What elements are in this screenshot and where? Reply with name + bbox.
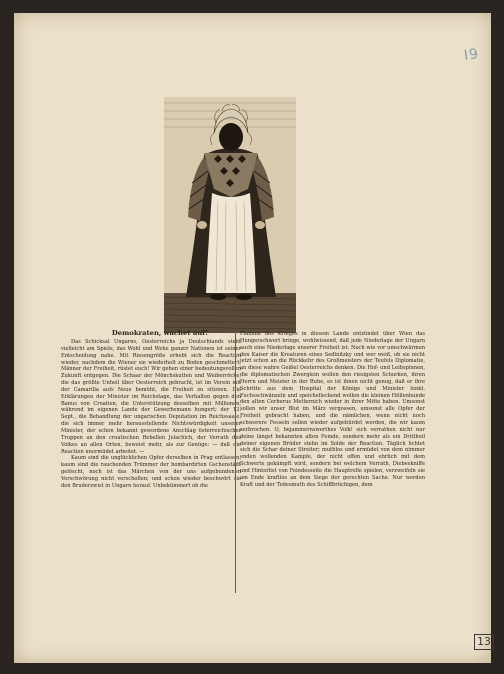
archive-pencil-mark: I9 [462,46,481,64]
article-title: Demokraten, wachet auf! [111,329,209,337]
article-paragraph: Kaum sind die unglücklichen Opfer derselben in Prag entlassen, kaum sind die rauchenden Trümmer der bombardirten Gschenstädt gelöscht, noch ist das Märchen von der uns aufgebundenen Verschwörung nicht verschollen; und schon wieder beschwört sie den Bruderzwist in Ungarn herauf. Unbekümmert ob die [61,455,241,489]
woman-engraving-illustration [164,97,296,333]
page-number-stamp: 13 [474,634,494,650]
article-paragraph: Flamme des Krieges in diesem Lande entzündet über Wien das Hungerschwert bringe, wohlwissend, daß jede Niederlage der Ungarn auch eine Niederlage unserer Freiheit ist. Noch wie vor umschwärmen den Kaiser die Kreaturen eines Sedlnitzky und wer weiß, ob sie nicht jetzt schon an die Rückkehr des Großmeisters der Teufels Diplomatie, an diese wahre Geißel Oesterreichs denken. Die Hof- und Leibspinnen, die diplomatischen Zwerglein wollen den riesigsten Schurken, ihren Herrn und Meister in der Ruhe, es ist ihnen nicht genug, daß er ihre Schritte aus dem Hospital der Könige und Minister lenkt. Fuchsschwänzeln und speichelleckend wollen die kleinen Höllenhunde den alten Cerberus Metternich wieder in ihrer Mitte haben. Umsonst sollen wir unser Blut im März vergossen, umsonst alle Opfer der Freiheit gebracht haben, und die nämlichen, wenn nicht noch schwerere Fesseln sollen wieder aufgebürdet werden, die wir kaum zerbrochen. O, bejammernswerthes Volk! sich verrathen nicht nur deine längst bekannten alten Feinde, sondern mehr als ein Drittheil deiner eigenen Brüder stehn im Solde der Reaction. Täglich lichtet sich die Schar deiner Streiter; muthlos und ermüdet von dem nimmer enden wollenden Kampfe, der nicht offen und ehrlich mit dem Schwerte gekämpft wird, sondern bei welchem Verrath, Diebeskniffe und Hinterlist von Feindesseite die Hauptrolle spielen, verzweifeln sie am Ende kraftlos an dem Siege der gerechten Sache. Nur werden Kraft und der Todesmuth des Schiffbrüchigen, dem [240,331,425,488]
article-column-left [61,339,241,490]
newspaper-sheet [14,13,491,663]
article-paragraph: Das Schicksal Ungarns, Oesterreichs ja Deutschlands steht vielleicht am Spiele, das Wohl und Wehe ganzer Nationen ist seiner Entscheidung nahe. Mit Riesengröße erhebt sich die Reaction wieder, nachdem die Wiener sie wiederholt zu Boden geschmettert, Männer der Freiheit, rüstet euch! Wir gehen einer bedeutungsvollen Zukunft entgegen. Die Schaar der Mönchskutten und Weiberröcke, die das größte Unheil über Oesterreich gebracht, ist im Verein mit der Camarilla aufs Neue bemüht, die Freiheit zu stürzen. Die Erklärungen der Minister im Reichstage, das Verhalten gegen den Banus von Croatien, die Unterstützung desselben mit Millionen, während im eigenen Lande der Gewerbsmann hungert; der 13. Sept., die Behandlung der ungarischen Deputation im Reichssaale, die sich immer mehr herausstellende Nichtswürdigkeit unserer Minister, der schon bekannt gewordene Anschlag österreichischer Truppen an den croatischen Rebellen Jelachich, der Verrath des Volkes an allen Orten, beweist mehr, als zur Genüge: — daß die Reaction unermüdet arbeitet. — [61,339,241,455]
column-divider [235,331,236,593]
article-column-right [240,331,425,488]
